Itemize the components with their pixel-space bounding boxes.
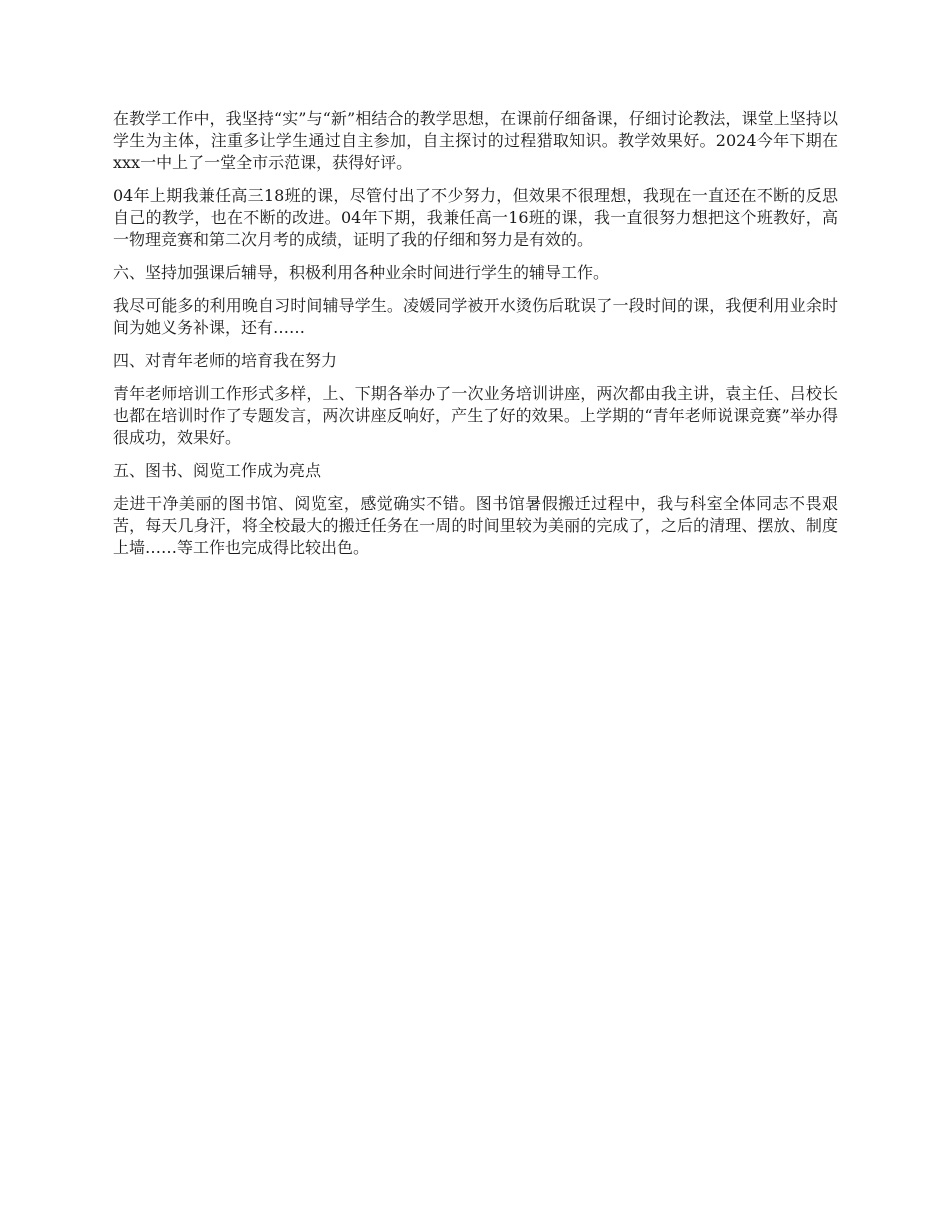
paragraph-class-assignments: 04年上期我兼任高三18班的课，尽管付出了不少努力，但效果不很理想，我现在一直还在不断的反思自己的教学，也在不断的改进。04年下期，我兼任高一16班的课，我一直很努力想把这个班教好，高一物理竞赛和第二次月考的成绩，证明了我的仔细和努力是有效的。	[113, 186, 838, 249]
section-heading-library: 五、图书、阅览工作成为亮点	[113, 461, 322, 480]
paragraph-library: 走进干净美丽的图书馆、阅览室，感觉确实不错。图书馆暑假搬迁过程中，我与科室全体同志不畏艰苦，每天几身汗，将全校最大的搬迁任务在一周的时间里较为美丽的完成了，之后的清理、摆放、制度上墙……等工作也完成得比较出色。	[113, 494, 838, 557]
paragraph-tutoring: 我尽可能多的利用晚自习时间辅导学生。凌媛同学被开水烫伤后耽误了一段时间的课，我便利用业余时间为她义务补课，还有……	[113, 296, 838, 337]
paragraph-teaching-philosophy: 在教学工作中，我坚持“实”与“新”相结合的教学思想，在课前仔细备课，仔细讨论教法，课堂上坚持以学生为主体，注重多让学生通过自主参加，自主探讨的过程猎取知识。教学效果好。2024今年下期在xxx一中上了一堂全市示范课，获得好评。	[113, 109, 838, 172]
section-heading-tutoring: 六、坚持加强课后辅导，积极利用各种业余时间进行学生的辅导工作。	[113, 263, 610, 282]
document-body	[113, 108, 838, 559]
paragraph-young-teachers: 青年老师培训工作形式多样，上、下期各举办了一次业务培训讲座，两次都由我主讲，袁主任、吕校长也都在培训时作了专题发言，两次讲座反响好，产生了好的效果。上学期的“青年老师说课竞赛”举办得很成功，效果好。	[113, 384, 838, 447]
section-heading-young-teachers: 四、对青年老师的培育我在努力	[113, 351, 338, 370]
